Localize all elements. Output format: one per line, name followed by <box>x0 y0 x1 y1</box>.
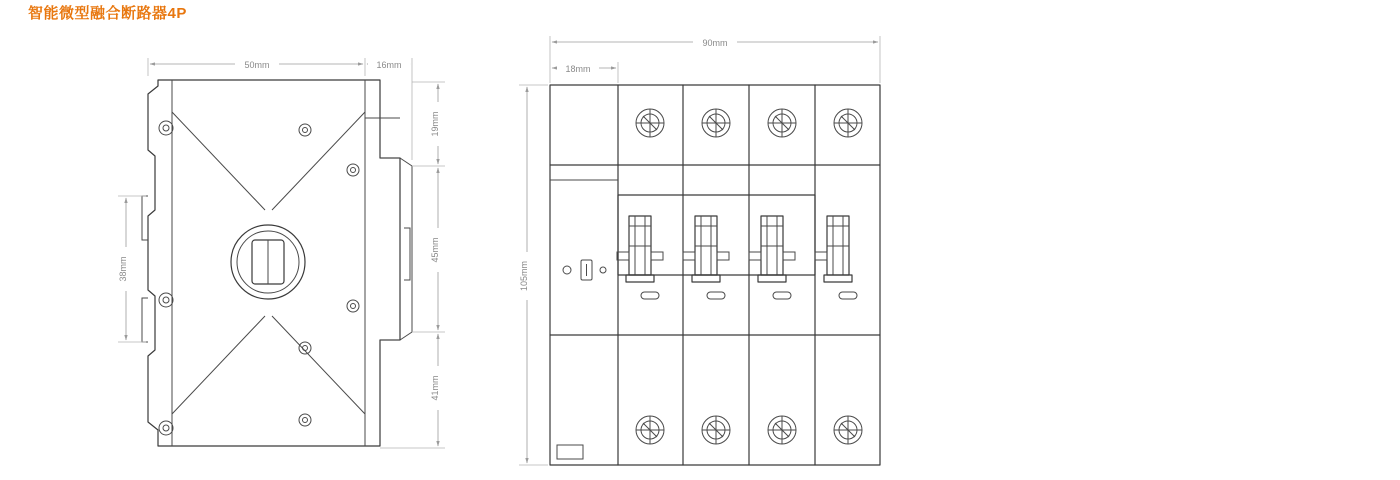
dim-label-19mm: 19mm <box>430 111 440 137</box>
dim-label-45mm: 45mm <box>430 237 440 263</box>
dim-height-105 <box>519 85 548 465</box>
dim-height-41 <box>380 334 445 448</box>
dim-label-18mm: 18mm <box>565 64 591 74</box>
side-view-body-outline <box>142 80 412 446</box>
dim-height-45 <box>412 168 445 332</box>
page-title: 智能微型融合断路器4P <box>28 5 187 22</box>
dim-height-19 <box>412 82 445 166</box>
dim-label-90mm: 90mm <box>702 38 728 48</box>
dim-label-105mm: 105mm <box>519 260 529 292</box>
front-view-body-outline <box>550 85 880 465</box>
front-view-drawing <box>505 20 905 480</box>
dim-width-18 <box>552 61 618 83</box>
dim-label-38mm: 38mm <box>118 256 128 282</box>
dim-label-50mm: 50mm <box>244 60 270 70</box>
dim-label-16mm: 16mm <box>376 60 402 70</box>
dim-width-90 <box>550 35 880 83</box>
dim-width-16 <box>367 57 412 160</box>
dim-width-50 <box>148 57 365 76</box>
side-view-drawing <box>100 50 460 480</box>
dim-label-41mm: 41mm <box>430 375 440 401</box>
